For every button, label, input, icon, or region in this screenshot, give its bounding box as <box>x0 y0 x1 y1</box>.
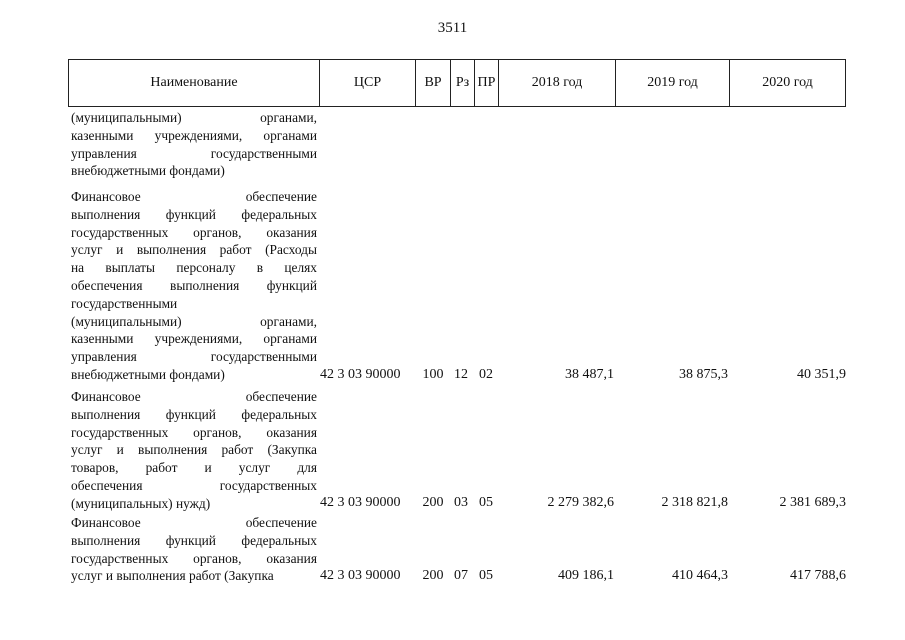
header-rz: Рз <box>451 60 475 106</box>
cell-y2018: 409 186,1 <box>558 567 614 583</box>
cell-pr: 05 <box>479 495 493 511</box>
cell-csr: 42 3 03 90000 <box>320 495 401 511</box>
cell-csr: 42 3 03 90000 <box>320 567 401 583</box>
row-name-line: товаров, работ и услуг для <box>71 460 317 476</box>
row-name-line: обеспечения государственных <box>71 477 317 493</box>
cell-rz: 03 <box>454 495 468 511</box>
row-name-line: услуг и выполнения работ (Закупка <box>71 442 317 458</box>
cell-csr: 42 3 03 90000 <box>320 366 401 382</box>
table-header <box>68 59 846 107</box>
cell-rz: 12 <box>454 366 468 382</box>
row-name-line: услуг и выполнения работ (Расходы <box>71 242 317 258</box>
cell-pr: 05 <box>479 567 493 583</box>
row-name-line: казенными учреждениями, органами <box>71 127 317 143</box>
header-2020: 2020 год <box>762 75 813 90</box>
row-name-line: (муниципальными) органами, <box>71 110 317 125</box>
cell-vr: 200 <box>422 567 444 583</box>
row-name-line: Финансовое обеспечение <box>71 515 317 530</box>
cell-y2019: 410 464,3 <box>672 567 728 583</box>
cell-vr: 200 <box>422 495 444 511</box>
row-name-line: государственных органов, оказания <box>71 424 317 440</box>
row-name <box>71 109 317 180</box>
row-name <box>71 514 317 585</box>
row-name-line: на выплаты персоналу в целях <box>71 260 317 276</box>
row-name <box>71 388 317 513</box>
row-name-line: выполнения функций федеральных <box>71 206 317 222</box>
row-name-line: выполнения функций федеральных <box>71 532 317 548</box>
row-name-line: Финансовое обеспечение <box>71 389 317 404</box>
header-vr: ВР <box>416 60 451 106</box>
row-name <box>71 188 317 384</box>
header-name: Наименование <box>69 60 320 106</box>
row-name-line: внебюджетными фондами) <box>71 163 225 179</box>
cell-y2019: 38 875,3 <box>679 366 728 382</box>
row-name-line: управления государственными <box>71 145 317 161</box>
row-name-line: Финансовое обеспечение <box>71 189 317 204</box>
cell-y2018: 2 279 382,6 <box>547 495 614 511</box>
row-name-line: государственными <box>71 295 178 311</box>
cell-y2019: 2 318 821,8 <box>661 495 728 511</box>
cell-rz: 07 <box>454 567 468 583</box>
row-name-line: выполнения функций федеральных <box>71 406 317 422</box>
cell-y2020: 417 788,6 <box>790 567 846 583</box>
cell-y2018: 38 487,1 <box>565 366 614 382</box>
row-name-line: обеспечения выполнения функций <box>71 277 317 293</box>
cell-y2020: 40 351,9 <box>797 366 846 382</box>
row-name-line: государственных органов, оказания <box>71 224 317 240</box>
row-name-line: государственных органов, оказания <box>71 550 317 566</box>
header-2019: 2019 год <box>616 60 730 106</box>
header-2018: 2018 год <box>499 60 616 106</box>
row-name-line: услуг и выполнения работ (Закупка <box>71 568 274 584</box>
row-name-line: (муниципальными) органами, <box>71 313 317 329</box>
header-csr: ЦСР <box>320 60 416 106</box>
page-number: 3511 <box>437 20 468 36</box>
cell-vr: 100 <box>422 366 444 382</box>
row-name-line: казенными учреждениями, органами <box>71 331 317 347</box>
cell-y2020: 2 381 689,3 <box>779 495 846 511</box>
row-name-line: (муниципальных) нужд) <box>71 495 211 511</box>
row-name-line: управления государственными <box>71 349 317 365</box>
cell-pr: 02 <box>479 366 493 382</box>
header-pr: ПР <box>475 60 499 106</box>
row-name-line: внебюджетными фондами) <box>71 366 225 382</box>
